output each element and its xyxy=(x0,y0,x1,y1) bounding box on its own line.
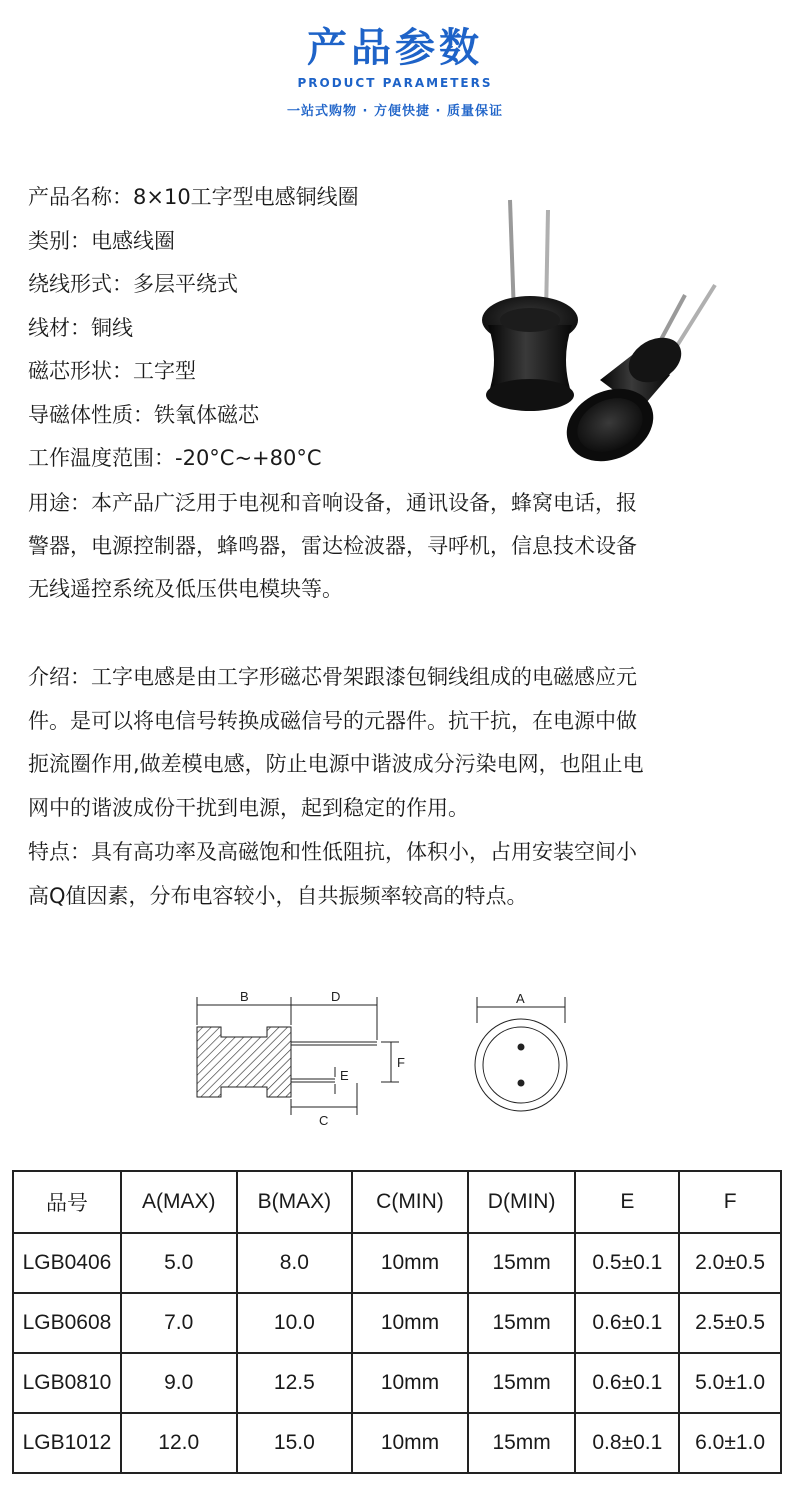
dim-label-c: C xyxy=(319,1113,329,1128)
usage-line: 警器，电源控制器，蜂鸣器，雷达检波器，寻呼机，信息技术设备 xyxy=(28,534,637,558)
dim-label-f: F xyxy=(397,1055,405,1070)
page-subtitle: PRODUCT PARAMETERS xyxy=(297,76,493,90)
table-cell: 10mm xyxy=(352,1233,468,1293)
table-cell: 5.0±1.0 xyxy=(679,1353,781,1413)
dim-label-d: D xyxy=(331,989,341,1004)
table-cell: 15.0 xyxy=(237,1413,353,1473)
spec-category: 类别：电感线圈 xyxy=(28,228,175,253)
usage-paragraph xyxy=(28,482,768,611)
table-cell: 15mm xyxy=(468,1233,576,1293)
header-cell: E xyxy=(575,1171,679,1233)
table-cell: 15mm xyxy=(468,1353,576,1413)
intro-line: 网中的谐波成份干扰到电源，起到稳定的作用。 xyxy=(28,795,469,820)
intro-paragraph xyxy=(28,656,768,830)
table-header-row xyxy=(13,1171,781,1233)
intro-line: 件。是可以将电信号转换成磁信号的元器件。抗干抗，在电源中做 xyxy=(28,708,637,733)
table-cell: 10.0 xyxy=(237,1293,353,1353)
intro-line: 介绍：工字电感是由工字形磁芯骨架跟漆包铜线组成的电磁感应元 xyxy=(28,665,637,689)
header-cell: B(MAX) xyxy=(237,1171,353,1233)
table-cell: 15mm xyxy=(468,1293,576,1353)
table-cell: 10mm xyxy=(352,1293,468,1353)
dim-label-e: E xyxy=(340,1068,349,1083)
table-cell: 2.5±0.5 xyxy=(679,1293,781,1353)
spec-list xyxy=(28,176,498,481)
table-cell: 2.0±0.5 xyxy=(679,1233,781,1293)
spec-winding: 绕线形式：多层平绕式 xyxy=(28,272,238,296)
table-cell: LGB0608 xyxy=(13,1293,121,1353)
table-cell: 12.5 xyxy=(237,1353,353,1413)
intro-line: 扼流圈作用,做差模电感，防止电源中谐波成分污染电网，也阻止电 xyxy=(28,752,644,776)
table-cell: 10mm xyxy=(352,1413,468,1473)
table-cell: LGB0810 xyxy=(13,1353,121,1413)
table-cell: 0.6±0.1 xyxy=(575,1353,679,1413)
header xyxy=(0,22,790,119)
table-cell: 9.0 xyxy=(121,1353,237,1413)
table-cell: LGB0406 xyxy=(13,1233,121,1293)
table-cell: 10mm xyxy=(352,1353,468,1413)
spec-core-shape: 磁芯形状：工字型 xyxy=(28,359,196,383)
table-cell: 15mm xyxy=(468,1413,576,1473)
table-cell: 7.0 xyxy=(121,1293,237,1353)
table-row xyxy=(13,1413,781,1473)
table-cell: 5.0 xyxy=(121,1233,237,1293)
dim-label-b: B xyxy=(240,989,249,1004)
feature-paragraph xyxy=(28,831,768,918)
spec-temperature: 工作温度范围：-20°C~+80°C xyxy=(28,446,322,470)
feature-line: 特点：具有高功率及高磁饱和性低阻抗，体积小，占用安装空间小 xyxy=(28,840,637,864)
header-cell: F xyxy=(679,1171,781,1233)
inductor-product-image xyxy=(470,195,740,465)
table-cell: 0.5±0.1 xyxy=(575,1233,679,1293)
usage-line: 无线遥控系统及低压供电模块等。 xyxy=(28,577,343,601)
header-cell: A(MAX) xyxy=(121,1171,237,1233)
header-cell: C(MIN) xyxy=(352,1171,468,1233)
table-row xyxy=(13,1293,781,1353)
table-cell: 12.0 xyxy=(121,1413,237,1473)
table-row xyxy=(13,1353,781,1413)
dim-label-a: A xyxy=(516,991,525,1006)
table-cell: 8.0 xyxy=(237,1233,353,1293)
page-title: 产品参数 xyxy=(307,25,483,71)
table-row xyxy=(13,1233,781,1293)
spec-core-material: 导磁体性质：铁氧体磁芯 xyxy=(28,402,259,427)
dimension-drawing xyxy=(185,985,585,1135)
table-cell: 0.8±0.1 xyxy=(575,1413,679,1473)
feature-line: 高Q值因素，分布电容较小，自共振频率较高的特点。 xyxy=(28,883,528,908)
table-cell: 0.6±0.1 xyxy=(575,1293,679,1353)
header-cell: 品号 xyxy=(13,1171,121,1233)
header-cell: D(MIN) xyxy=(468,1171,576,1233)
parameters-table xyxy=(12,1170,782,1474)
usage-line: 用途：本产品广泛用于电视和音响设备，通讯设备，蜂窝电话，报 xyxy=(28,491,637,515)
table-cell: LGB1012 xyxy=(13,1413,121,1473)
spec-name: 产品名称：8×10工字型电感铜线圈 xyxy=(28,185,359,209)
table-cell: 6.0±1.0 xyxy=(679,1413,781,1473)
slogan: 一站式购物 · 方便快捷 · 质量保证 xyxy=(287,104,503,119)
spec-wire: 线材：铜线 xyxy=(28,315,133,340)
